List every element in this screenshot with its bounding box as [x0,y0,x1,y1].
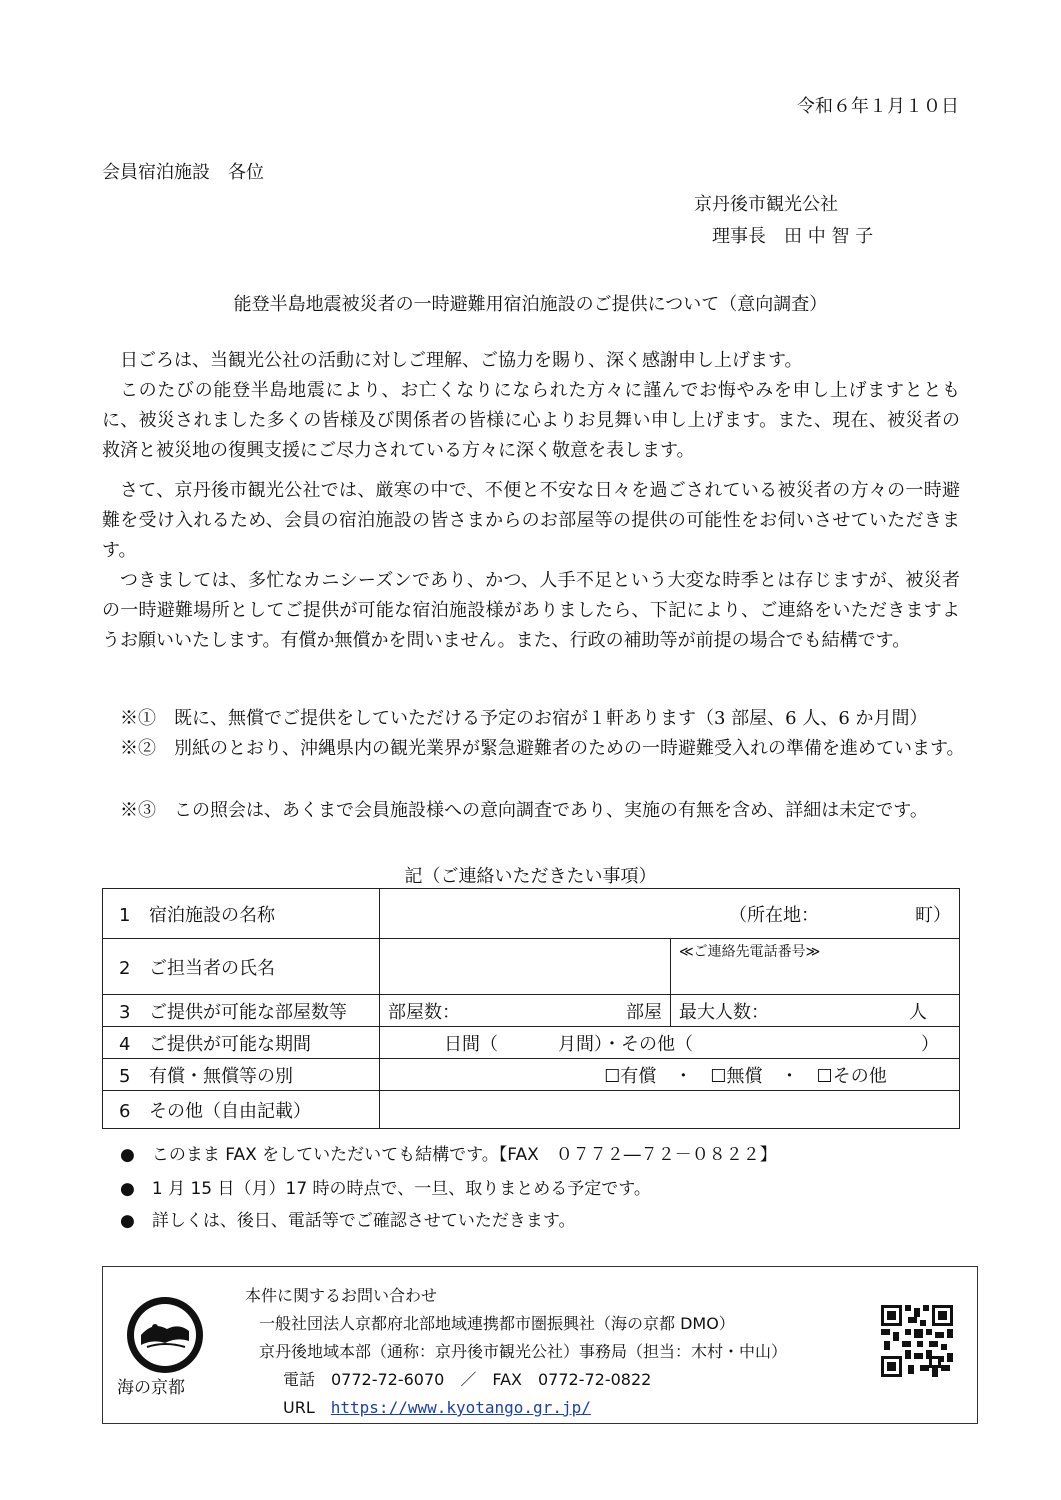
form-row-paid-free [103,1059,960,1091]
form-heading: 記（ご連絡いただきたい事項） [404,866,657,887]
form-row-other [103,1091,960,1129]
contact-phone-input[interactable]: ≪ご連絡先電話番号≫ [671,939,960,995]
qr-code-icon [881,1305,953,1377]
form-row-facility-name [103,889,960,939]
logo-caption: 海の京都 [117,1378,185,1398]
sender-name: 理事長 田 中 智 子 [712,226,874,247]
contact-organization: 一般社団法人京都府北部地域連携都市圏振興社（海の京都 DMO） [259,1314,735,1333]
body-paragraph-1: 日ごろは、当観光公社の活動に対しご理解、ご協力を賜り、深く感謝申し上げます。 [120,350,803,371]
contact-person-input[interactable] [380,939,671,995]
bullet-fax: ● このまま FAX をしていただいても結構です。【FAX ０７７２―７２－０８２２】 [120,1145,777,1165]
document-title: 能登半島地震被災者の一時避難用宿泊施設のご提供について（意向調査） [233,294,828,315]
form-label-cell: 3 ご提供が可能な部屋数等 [103,995,380,1027]
note-1 [120,704,962,734]
form-label-cell: 5 有償・無償等の別 [103,1059,380,1091]
period-input[interactable]: 日間（ 月間）・その他（ ） [380,1027,960,1059]
form-label-cell: 2 ご担当者の氏名 [103,939,380,995]
contact-box [102,1266,978,1424]
sender-organization: 京丹後市観光公社 [694,194,838,215]
note-2 [120,734,1002,764]
form-label-cell: 1 宿泊施設の名称 [103,889,380,939]
note-mark: ※② [120,738,156,759]
rooms-input[interactable]: 部屋数： 部屋 [380,995,671,1027]
body-paragraph-3: さて、京丹後市観光公社では、厳寒の中で、不便と不安な日々を過ごされている被災者の方々の一時避難を受け入れるため、会員の宿泊施設の皆さまからのお部屋等の提供の可能性をお伺いさせていただきます。 [102,480,960,561]
note-mark: ※③ [120,800,156,821]
max-people-input[interactable]: 最大人数： 人 [671,995,960,1027]
website-link[interactable]: https://www.kyotango.gr.jp/ [330,1398,591,1417]
form-row-contact-person [103,939,960,995]
contact-office: 京丹後地域本部（通称：京丹後市観光公社）事務局（担当：木村・中山） [259,1342,788,1361]
note-text: この照会は、あくまで会員施設様への意向調査であり、実施の有無を含め、詳細は未定です。 [174,800,928,821]
body-paragraph-4: つきましては、多忙なカニシーズンであり、かつ、人手不足という大変な時季とは存じますが、被災者の一時避難場所としてご提供が可能な宿泊施設様がありましたら、下記により、ご連絡をいただきますようお願いいたします。有償か無償かを問いません。また、行政の補助等が前提の場合でも結構です。 [102,570,961,651]
bullet-deadline: ● 1 月 15 日（月）17 時の時点で、一旦、取りまとめる予定です。 [120,1179,651,1199]
note-mark: ※① [120,708,156,729]
other-free-text-input[interactable] [380,1091,960,1129]
form-row-period [103,1027,960,1059]
umi-no-kyoto-logo-icon [127,1297,203,1373]
body-paragraph-2: このたびの能登半島地震により、お亡くなりになられた方々に謹んでお悔やみを申し上げますとともに、被災されました多くの皆様及び関係者の皆様に心よりお見舞い申し上げます。また、現在、被災者の救済と被災地の復興支援にご尽力されている方々に深く敬意を表します。 [102,380,960,461]
note-text: 既に、無償でご提供をしていただける予定のお宿が１軒あります（3 部屋、6 人、6 か月間） [174,708,928,729]
form-row-rooms [103,995,960,1027]
response-form-table [102,888,960,1129]
facility-name-input[interactable]: （所在地： 町） [380,889,960,939]
document-date: 令和６年１月１０日 [797,96,959,117]
bullet-followup: ● 詳しくは、後日、電話等でご確認させていただきます。 [120,1211,576,1231]
note-3 [120,796,962,826]
form-label-cell: 4 ご提供が可能な期間 [103,1027,380,1059]
paid-free-checkboxes[interactable]: ☐有償 ・ ☐無償 ・ ☐その他 [380,1059,960,1091]
url-label: URL [283,1398,315,1417]
form-label-cell: 6 その他（自由記載） [103,1091,380,1129]
contact-phone-fax: 電話 0772-72-6070 ／ FAX 0772-72-0822 [283,1370,652,1389]
recipient: 会員宿泊施設 各位 [102,162,264,183]
contact-url-row [283,1395,591,1418]
note-text: 別紙のとおり、沖縄県内の観光業界が緊急避難者のための一時避難受入れの準備を進めています。 [174,738,965,759]
contact-heading: 本件に関するお問い合わせ [245,1286,438,1305]
